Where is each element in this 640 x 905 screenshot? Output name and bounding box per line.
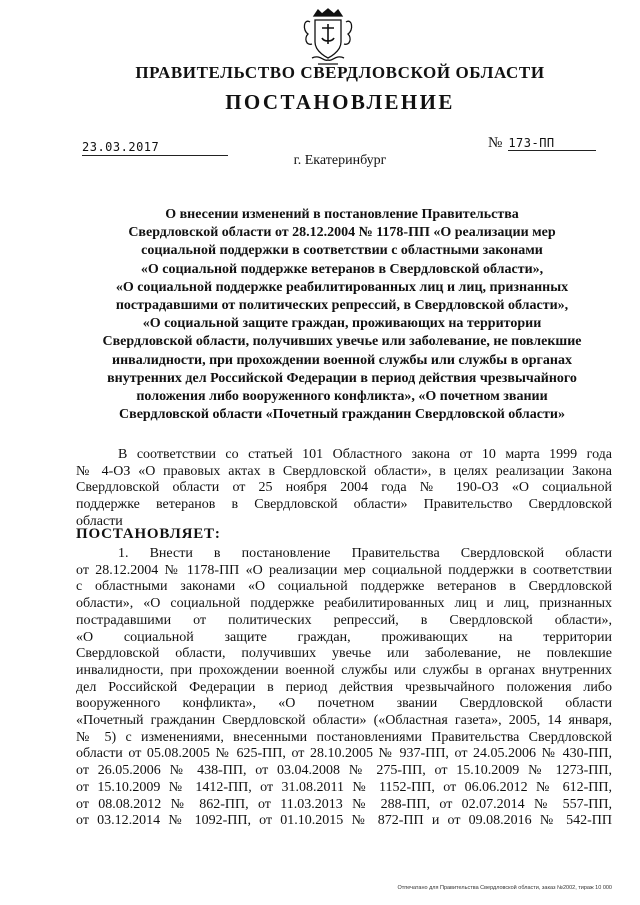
city: г. Екатеринбург xyxy=(293,153,387,168)
title-line: «О социальной защите граждан, проживающих на территории xyxy=(142,316,542,332)
title-line: Свердловской области «Почетный гражданин Свердловской области» xyxy=(119,407,565,423)
title-line: внутренних дел Российской Федерации в период действия чрезвычайного xyxy=(107,370,577,386)
document-type: ПОСТАНОВЛЕНИЕ xyxy=(225,90,455,114)
item-line: Свердловской области, получивших увечье или заболевание, не повлекшие xyxy=(76,646,612,662)
document-title xyxy=(62,206,622,424)
title-line: инвалидности, при прохождении военной службы или службы в органах xyxy=(112,352,572,368)
item-line: от 28.12.2004 № 1178-ПП «О реализации мер социальной поддержки в соответствии xyxy=(76,562,612,578)
title-line: Свердловской области, получивших увечье или заболевание, не повлекшие xyxy=(102,334,582,350)
item-1-paragraph xyxy=(76,546,612,830)
title-line: «О социальной поддержке реабилитированных лиц и лиц, признанных xyxy=(115,279,569,295)
item-line: дел Российской Федерации в период действия чрезвычайного положения либо xyxy=(76,679,612,695)
item-line: с областными законами «О социальной поддержке ветеранов в Свердловской xyxy=(76,579,612,595)
number-label: № xyxy=(488,135,503,151)
document-number xyxy=(488,135,596,152)
item-line: 1. Внести в постановление Правительства Свердловской области xyxy=(118,546,612,561)
item-line: области», «О социальной поддержке реабилитированных лиц и лиц, признанных xyxy=(76,596,612,612)
title-line: положения либо вооруженного конфликта», «О почетном звании xyxy=(136,389,548,405)
organization-name: ПРАВИТЕЛЬСТВО СВЕРДЛОВСКОЙ ОБЛАСТИ xyxy=(135,63,545,82)
preamble-line: № 4-ОЗ «О правовых актах в Свердловской области», в целях реализации Закона xyxy=(76,463,612,479)
title-line: социальной поддержки в соответствии с областными законами xyxy=(141,243,543,259)
item-line: от 26.05.2006 № 438-ПП, от 03.04.2008 № 275-ПП, от 15.10.2009 № 1273-ПП, xyxy=(76,763,612,779)
title-line: О внесении изменений в постановление Правительства xyxy=(165,207,519,222)
item-line: «О социальной защите граждан, проживающих на территории xyxy=(76,629,612,645)
preamble-line: области xyxy=(76,513,123,529)
preamble-line: поддержке ветеранов в Свердловской области» Правительство Свердловской xyxy=(76,497,612,513)
coat-of-arms-icon xyxy=(300,8,356,66)
print-footer-note: Отпечатано для Правительства Свердловской области, заказ №2002, тираж 10 000 xyxy=(397,885,612,891)
item-line: от 03.12.2014 № 1092-ПП, от 01.10.2015 № 872-ПП и от 09.08.2016 № 542-ПП xyxy=(76,813,612,829)
item-line: инвалидности, при прохождении военной службы или службы в органах внутренних xyxy=(76,662,612,678)
title-line: «О социальной поддержке ветеранов в Свердловской области», xyxy=(140,261,544,277)
item-line: от 15.10.2009 № 1412-ПП, от 31.08.2011 № 1152-ПП, от 06.06.2012 № 612-ПП, xyxy=(76,779,612,795)
title-line: Свердловской области от 28.12.2004 № 1178-ПП «О реализации мер xyxy=(128,225,556,241)
item-line: от 08.08.2012 № 862-ПП, от 11.03.2013 № 288-ПП, от 02.07.2014 № 557-ПП, xyxy=(76,796,612,812)
item-line: № 5) с изменениями, внесенными постановлениями Правительства Свердловской xyxy=(76,729,612,745)
number-value: 173-ПП xyxy=(508,136,596,151)
preamble-line: Свердловской области от 25 ноября 2004 года № 190-ОЗ «О социальной xyxy=(76,480,612,496)
item-line: вооруженного конфликта», «О почетном звании Свердловской области xyxy=(76,696,612,712)
preamble-line: В соответствии со статьей 101 Областного закона от 10 марта 1999 года xyxy=(118,447,612,462)
item-line: «Почетный гражданин Свердловской области» («Областная газета», 2005, 14 января, xyxy=(76,713,612,729)
decree-word: ПОСТАНОВЛЯЕТ: xyxy=(76,526,221,542)
document-date: 23.03.2017 xyxy=(82,140,228,156)
title-line: пострадавшими от политических репрессий, в Свердловской области», xyxy=(115,298,569,314)
item-line: области от 05.08.2005 № 625-ПП, от 28.10.2005 № 937-ПП, от 24.05.2006 № 430-ПП, xyxy=(76,746,612,762)
preamble-paragraph xyxy=(76,447,612,531)
item-line: пострадавшими от политических репрессий, в Свердловской области», xyxy=(76,612,612,628)
